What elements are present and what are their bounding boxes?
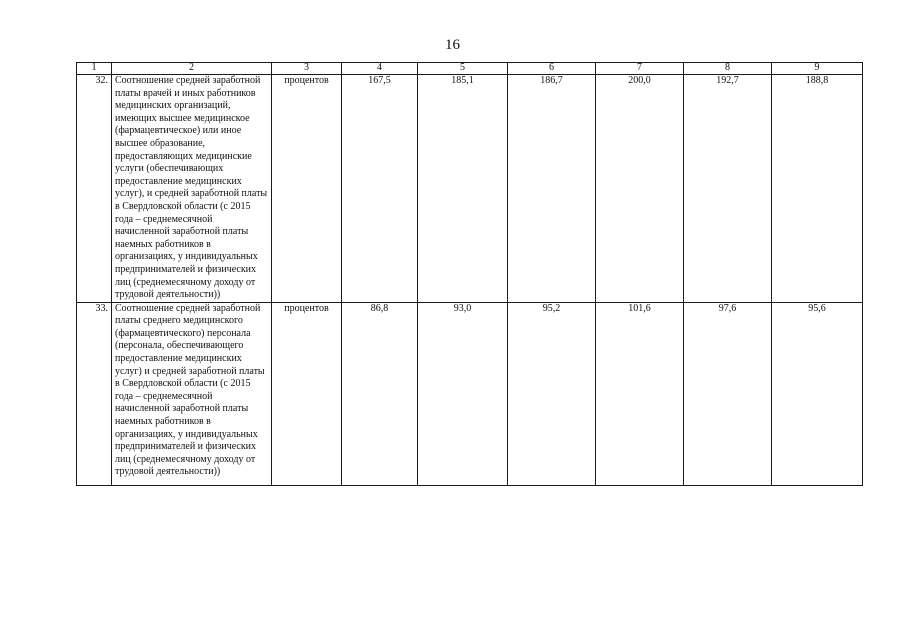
indicator-description: Соотношение средней заработной платы врачей и иных работников медицинских организаций, имеющих высшее медицинское (фармацевтическое) или иное высшее образование, предоставляющих медицинские услуги (обеспечивающих предоставление медицинских услуг), и средней заработной платы в Свердловской области (с 2015 года – среднемесячной начисленной заработной платы наемных работников в организациях, у индивидуальных предпринимателей и физических лиц (среднемесячному доходу от трудовой деятельности)) (112, 75, 272, 303)
value-cell: 97,6 (684, 302, 772, 485)
table-row (77, 75, 863, 303)
value-cell: 101,6 (596, 302, 684, 485)
column-header: 2 (112, 63, 272, 75)
value-cell: 188,8 (772, 75, 863, 303)
column-header: 3 (272, 63, 342, 75)
value-cell: 86,8 (342, 302, 418, 485)
column-header: 6 (508, 63, 596, 75)
column-header: 7 (596, 63, 684, 75)
unit-cell: процентов (272, 75, 342, 303)
value-cell: 95,2 (508, 302, 596, 485)
table-row (77, 302, 863, 485)
column-header: 4 (342, 63, 418, 75)
page-number: 16 (445, 37, 460, 53)
value-cell: 167,5 (342, 75, 418, 303)
unit-cell: процентов (272, 302, 342, 485)
column-header: 8 (684, 63, 772, 75)
indicator-description: Соотношение средней заработной платы среднего медицинского (фармацевтического) персонала (персонала, обеспечивающего предоставление медицинских услуг) и средней заработной платы в Свердловской области (с 2015 года – среднемесячной начисленной заработной платы наемных работников в организациях, у индивидуальных предпринимателей и физических лиц (среднемесячному доходу от трудовой деятельности)) (112, 302, 272, 485)
column-header: 1 (77, 63, 112, 75)
column-header: 9 (772, 63, 863, 75)
column-header: 5 (418, 63, 508, 75)
indicators-table (76, 62, 863, 486)
value-cell: 95,6 (772, 302, 863, 485)
table-header-row (77, 63, 863, 75)
row-number: 32. (77, 75, 112, 303)
row-number: 33. (77, 302, 112, 485)
value-cell: 186,7 (508, 75, 596, 303)
value-cell: 192,7 (684, 75, 772, 303)
value-cell: 93,0 (418, 302, 508, 485)
value-cell: 185,1 (418, 75, 508, 303)
value-cell: 200,0 (596, 75, 684, 303)
